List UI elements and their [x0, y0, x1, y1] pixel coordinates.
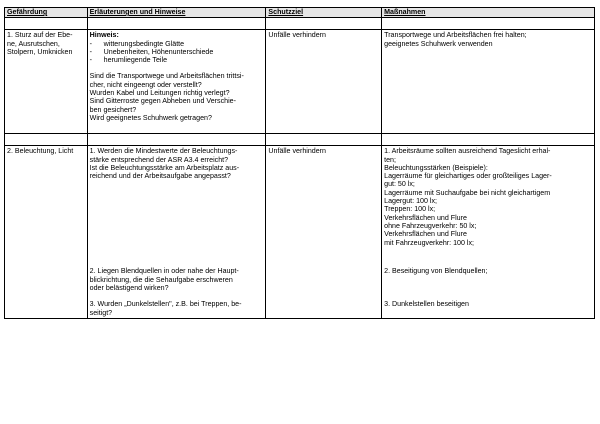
question-line: seitigt? [89, 308, 113, 317]
question-line: Sind Gitterroste gegen Abheben und Verschie- [89, 97, 236, 106]
bullet-item [90, 40, 264, 48]
measures-cell [382, 30, 595, 134]
question-line: oder belästigend wirken? [89, 283, 169, 292]
hazard-line: 1. Sturz auf der Ebe- [7, 31, 73, 40]
measure-line: Lagerräume für gleichartiges oder großteiliges Lager- [384, 172, 552, 181]
question-block-3 [90, 300, 264, 317]
header-goal: Schutzziel [266, 8, 382, 18]
question-line: Wurden Kabel und Leitungen richtig verlegt? [89, 89, 230, 98]
measure-line: ten; [384, 155, 396, 164]
measure-block-2: 2. Beseitigung von Blendquellen; [384, 267, 488, 276]
header-measures: Maßnahmen [382, 8, 595, 18]
bullet-item [90, 48, 264, 56]
goal-cell: Unfälle verhindern [266, 146, 382, 319]
hazard-line: ne, Ausrutschen, [7, 39, 60, 48]
table-row [5, 30, 595, 134]
spacer-row [5, 18, 595, 30]
measure-line: Verkehrsflächen und Flure [384, 230, 467, 239]
bullet-text: herumliegende Teile [103, 56, 168, 65]
question-line: Ist die Beleuchtungsstärke am Arbeitsplatz aus- [89, 163, 240, 172]
hazard-line: Stolpern, Umknicken [7, 47, 73, 56]
measure-line: 1. Arbeitsräume sollten ausreichend Tageslicht erhal- [384, 147, 551, 156]
question-block-2 [90, 267, 264, 300]
goal-cell: Unfälle verhindern [266, 30, 382, 134]
hazard-cell [5, 30, 88, 134]
measure-line: Beleuchtungsstärken (Beispiele): [384, 163, 488, 172]
dash-marker: - [89, 47, 93, 56]
question-line: 3. Wurden „Dunkelstellen", z.B. bei Treppen, be- [89, 300, 242, 309]
dash-marker: - [89, 39, 93, 48]
dash-marker: - [89, 56, 93, 65]
bullet-text: Unebenheiten, Höhenunterschiede [103, 47, 214, 56]
question-line: blickrichtung, die die Sehaufgabe erschweren [89, 275, 233, 284]
measure-line: ohne Fahrzeugverkehr: 50 lx; [384, 221, 477, 230]
question-line: 2. Liegen Blendquellen in oder nahe der Haupt- [89, 267, 239, 276]
spacer-row [5, 134, 595, 146]
question-block-1 [90, 147, 264, 267]
measure-line: Verkehrsflächen und Flure [384, 213, 467, 222]
table-row [5, 146, 595, 319]
measure-line: geeignetes Schuhwerk verwenden [384, 39, 493, 48]
hazard-table [4, 7, 595, 319]
question-line: reichend und der Arbeitsaufgabe angepasst? [89, 172, 231, 181]
question-line: Sind die Transportwege und Arbeitsflächen trittsi- [89, 72, 244, 81]
document-page [4, 7, 595, 319]
question-line: Wird geeignetes Schuhwerk getragen? [89, 113, 212, 122]
question-line: cher, nicht eingeengt oder verstellt? [89, 80, 202, 89]
measure-line: gut: 50 lx; [384, 180, 415, 189]
header-explanations: Erläuterungen und Hinweise [87, 8, 266, 18]
header-hazard: Gefährdung [5, 8, 88, 18]
measure-block-3: 3. Dunkelstellen beseitigen [384, 300, 469, 309]
measure-line: Lagergut: 100 lx; [384, 197, 437, 206]
explanation-cell [87, 30, 266, 134]
question-line: stärke entsprechend der ASR A3.4 erreicht? [89, 155, 229, 164]
measure-line: Treppen: 100 lx; [384, 205, 436, 214]
measures-cell [382, 146, 595, 319]
header-row [5, 8, 595, 18]
hint-title: Hinweis: [89, 31, 119, 40]
question-line: 1. Werden die Mindestwerte der Beleuchtungs- [89, 147, 238, 156]
bullet-text: witterungsbedingte Glätte [103, 39, 185, 48]
measure-line: mit Fahrzeugverkehr: 100 lx; [384, 238, 475, 247]
question-line: ben gesichert? [89, 105, 137, 114]
measure-block-1 [384, 147, 592, 267]
hazard-cell: 2. Beleuchtung, Licht [5, 146, 88, 319]
explanation-cell [87, 146, 266, 319]
measure-line: Lagerräume mit Suchaufgabe bei nicht gleichartigem [384, 188, 551, 197]
bullet-item [90, 56, 264, 64]
measure-line: Transportwege und Arbeitsflächen frei halten; [384, 31, 527, 40]
